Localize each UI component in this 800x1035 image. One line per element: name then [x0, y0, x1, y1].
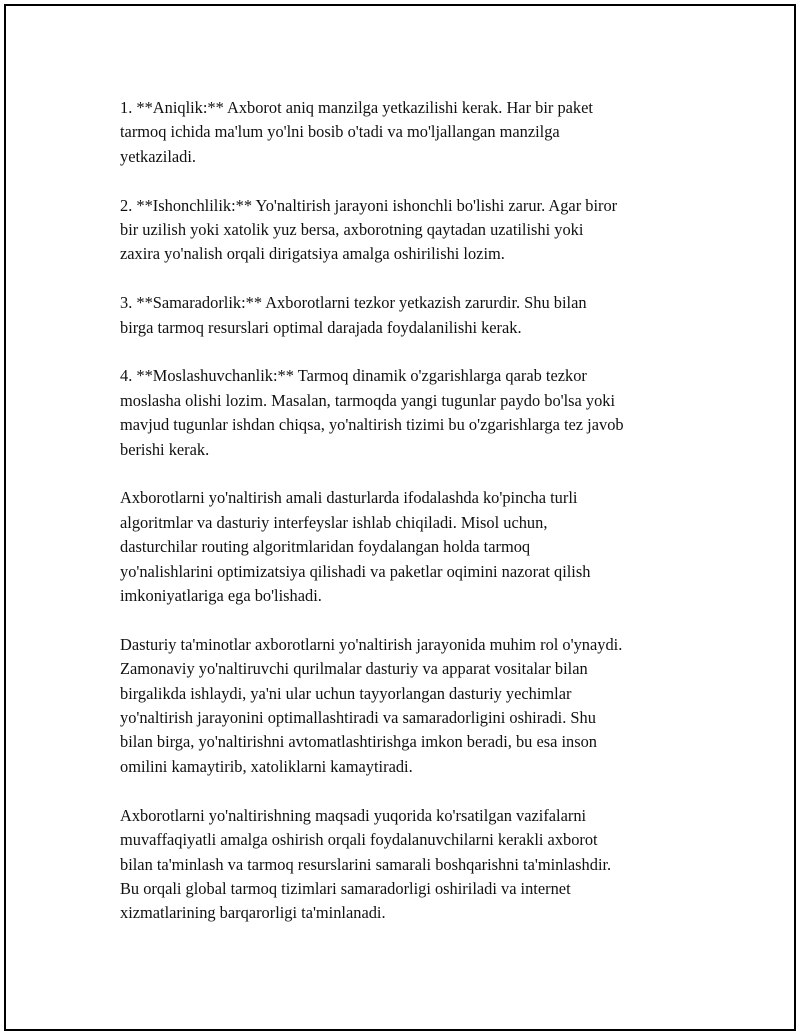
paragraph-line: Axborotlarni yo'naltirish amali dasturlarda ifodalashda ko'pincha turli — [120, 488, 578, 508]
paragraph-line: dasturchilar routing algoritmlaridan foydalangan holda tarmoq — [120, 537, 531, 557]
paragraph-line: omilini kamaytirib, xatoliklarni kamaytiradi. — [120, 756, 413, 776]
paragraph-line: yetkaziladi. — [120, 146, 196, 166]
paragraph-line: imkoniyatlariga ega bo'lishadi. — [120, 586, 322, 606]
paragraph-line: tarmoq ichida ma'lum yo'lni bosib o'tadi va mo'ljallangan manzilga — [120, 122, 560, 142]
paragraph-line: zaxira yo'nalish orqali dirigatsiya amalga oshirilishi lozim. — [120, 244, 505, 264]
paragraph-line: bilan ta'minlash va tarmoq resurslarini samarali boshqarishni ta'minlashdir. — [120, 854, 612, 874]
paragraph-moslashuvchanlik — [120, 364, 692, 462]
paragraph-line: yo'nalishlarini optimizatsiya qilishadi va paketlar oqimini nazorat qilish — [120, 561, 591, 581]
document-page — [4, 4, 796, 1031]
paragraph-line: Bu orqali global tarmoq tizimlari samaradorligi oshiriladi va internet — [120, 878, 571, 898]
paragraph-line: Dasturiy ta'minotlar axborotlarni yo'naltirish jarayonida muhim rol o'ynaydi. — [120, 634, 623, 654]
document-body — [120, 96, 692, 950]
paragraph-ishonchlilik — [120, 194, 692, 267]
paragraph-line: muvaffaqiyatli amalga oshirish orqali foydalanuvchilarni kerakli axborot — [120, 830, 598, 850]
paragraph-line: bir uzilish yoki xatolik yuz bersa, axborotning qaytadan uzatilishi yoki — [120, 220, 584, 240]
paragraph-aniqlik — [120, 96, 692, 169]
paragraph-line: birgalikda ishlaydi, ya'ni ular uchun tayyorlangan dasturiy yechimlar — [120, 683, 572, 703]
paragraph-line: bilan birga, yo'naltirishni avtomatlashtirishga imkon beradi, bu esa inson — [120, 732, 597, 752]
paragraph-dasturiy-taminot — [120, 633, 692, 779]
paragraph-maqsad — [120, 804, 692, 926]
paragraph-samaradorlik — [120, 291, 692, 340]
paragraph-line: 2. **Ishonchlilik:** Yo'naltirish jarayoni ishonchli bo'lishi zarur. Agar biror — [120, 195, 618, 215]
paragraph-line: yo'naltirish jarayonini optimallashtiradi va samaradorligini oshiradi. Shu — [120, 708, 596, 728]
paragraph-line: birga tarmoq resurslari optimal darajada foydalanilishi kerak. — [120, 317, 522, 337]
paragraph-line: xizmatlarining barqarorligi ta'minlanadi. — [120, 903, 386, 923]
paragraph-line: algoritmlar va dasturiy interfeyslar ishlab chiqiladi. Misol uchun, — [120, 512, 548, 532]
paragraph-line: 3. **Samaradorlik:** Axborotlarni tezkor yetkazish zarurdir. Shu bilan — [120, 293, 587, 313]
paragraph-line: berishi kerak. — [120, 439, 210, 459]
paragraph-line: mavjud tugunlar ishdan chiqsa, yo'naltirish tizimi bu o'zgarishlarga tez javob — [120, 415, 624, 435]
paragraph-line: 1. **Aniqlik:** Axborot aniq manzilga yetkazilishi kerak. Har bir paket — [120, 98, 593, 117]
paragraph-line: 4. **Moslashuvchanlik:** Tarmoq dinamik o'zgarishlarga qarab tezkor — [120, 366, 587, 386]
paragraph-line: Axborotlarni yo'naltirishning maqsadi yuqorida ko'rsatilgan vazifalarni — [120, 805, 587, 825]
paragraph-line: Zamonaviy yo'naltiruvchi qurilmalar dasturiy va apparat vositalar bilan — [120, 659, 588, 679]
paragraph-line: moslasha olishi lozim. Masalan, tarmoqda yangi tugunlar paydo bo'lsa yoki — [120, 390, 616, 410]
paragraph-dasturlarda-ifodalash — [120, 486, 692, 608]
